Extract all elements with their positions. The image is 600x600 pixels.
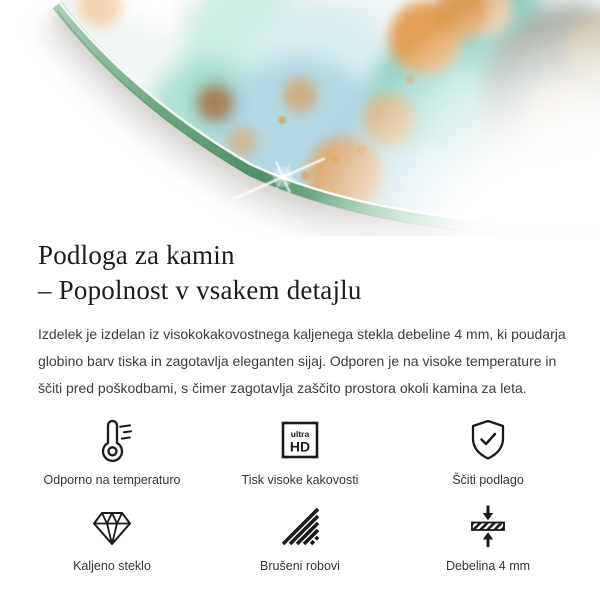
- feature-print-quality: [206, 416, 394, 488]
- thermometer-icon: [88, 416, 136, 464]
- feature-label: Debelina 4 mm: [445, 559, 531, 573]
- shield-check-icon: [464, 416, 512, 464]
- product-description-section: [0, 236, 600, 402]
- feature-protects-surface: [394, 416, 582, 488]
- product-image: [0, 0, 600, 236]
- diamond-icon: [88, 502, 136, 550]
- feature-label: Brušeni robovi: [260, 559, 340, 573]
- feature-label: Kaljeno steklo: [73, 559, 151, 573]
- thickness-icon: [464, 502, 512, 550]
- brushed-edges-icon: [276, 502, 324, 550]
- svg-text:ultra: ultra: [290, 429, 310, 439]
- feature-temperature: [18, 416, 206, 488]
- svg-text:HD: HD: [289, 438, 311, 455]
- feature-polished-edges: [206, 502, 394, 574]
- feature-thickness: [394, 502, 582, 574]
- ultra-hd-icon: [276, 416, 324, 464]
- title-line-2: – Popolnost v vsakem detajlu: [38, 275, 362, 305]
- title-line-1: Podloga za kamin: [38, 240, 235, 270]
- feature-tempered-glass: [18, 502, 206, 574]
- feature-label: Tisk visoke kakovosti: [241, 473, 359, 487]
- feature-label: Ščiti podlago: [452, 473, 524, 487]
- feature-label: Odporno na temperaturo: [43, 473, 181, 487]
- product-description-text: Izdelek je izdelan iz visokokakovostnega kaljenega stekla debeline 4 mm, ki poudarja globino barv tiska in zagotavlja eleganten sijaj. Odporen je na visoke temperature in ščiti pred poškodbami, s čimer zagotavlja zaščito prostora okoli kamina za leta.: [38, 326, 566, 396]
- feature-grid: [0, 416, 600, 574]
- page-title: [38, 238, 570, 308]
